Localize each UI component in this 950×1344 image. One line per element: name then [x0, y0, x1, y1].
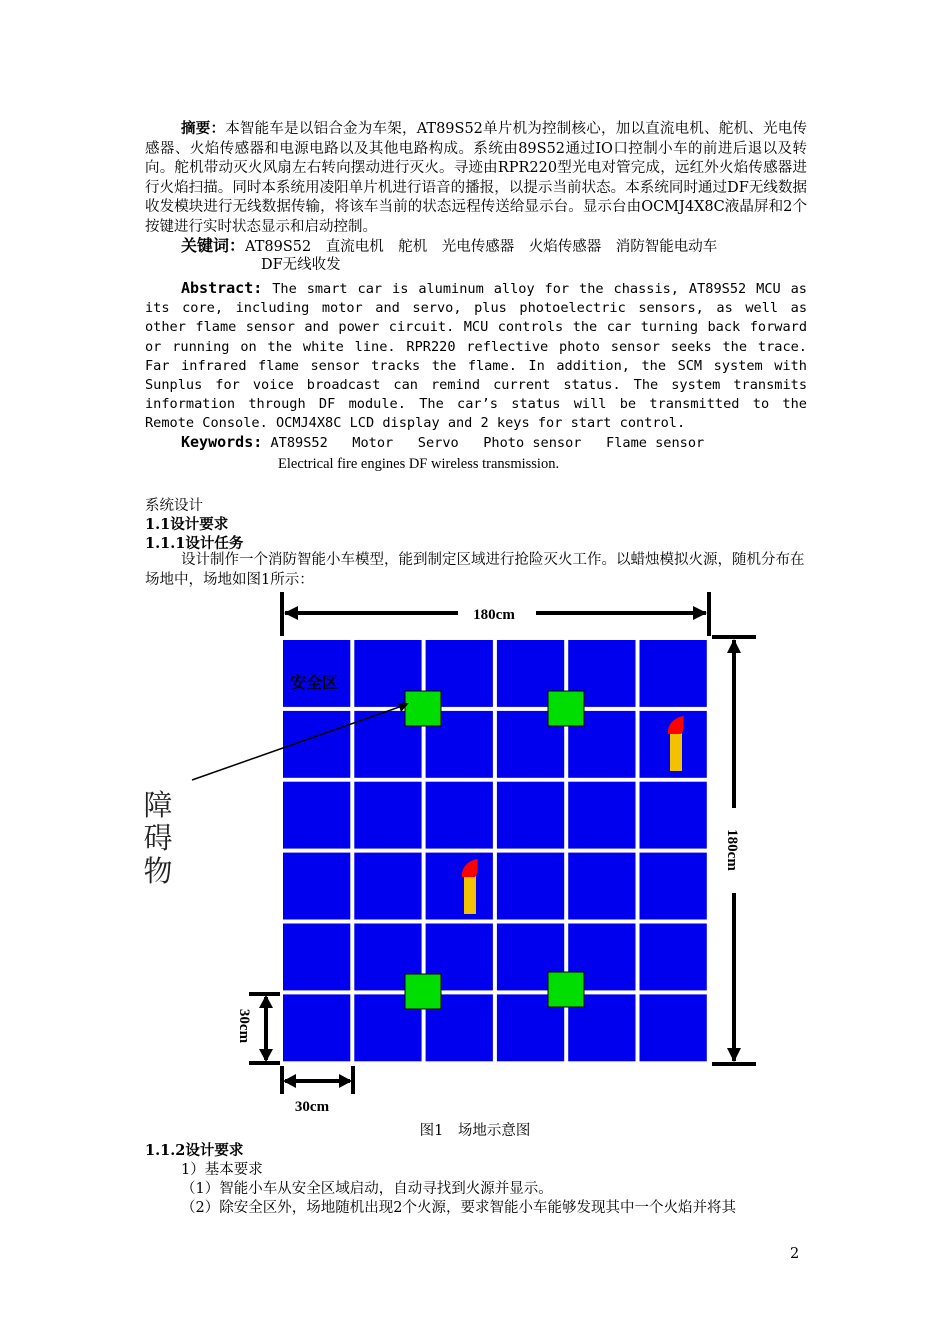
bottom-dimension-label: 30cm: [294, 1099, 330, 1115]
keywords-cn-line2: DF无线收发: [261, 257, 341, 273]
arrowhead-icon: [339, 1074, 352, 1088]
obstacle-label-char: 碍: [143, 821, 173, 855]
grid-cell: [283, 924, 350, 991]
section-title: 系统设计: [145, 498, 203, 514]
abstract-cn-label: 摘要：: [181, 120, 226, 137]
top-dimension-label: 180cm: [473, 607, 515, 623]
grid-cell: [640, 782, 707, 849]
abstract-en-label: Abstract:: [181, 279, 263, 297]
grid-cell: [497, 782, 564, 849]
left-dimension-label: 30cm: [236, 1008, 252, 1044]
abstract-cn-text: 本智能车是以铝合金为车架，AT89S52单片机为控制核心，加以直流电机、舵机、光电传感器、火焰传感器和电源电路以及其他电路构成。系统由89S52通过IO口控制小车的前进后退以及转向。舵机带动灭火风扇左右转向摆动进行灭火。寻迹由RPR220型光电对管完成，远红外火焰传感器进行火焰扫描。同时本系统用凌阳单片机进行语音的播报，以提示当前状态。本系统同时通过DF无线数据收发模块进行无线数据传输，将该车当前的状态远程传送给显示台。显示台由OCMJ4X8C液晶屏和2个按键进行实时状态显示和启动控制。: [145, 121, 808, 235]
arrowhead-icon: [727, 1048, 741, 1062]
grid-cell: [283, 640, 350, 707]
grid-cell: [568, 853, 635, 920]
obstacle-block: [405, 691, 441, 726]
grid-cell: [283, 994, 350, 1061]
figure-caption: 图1 场地示意图: [419, 1123, 531, 1139]
grid-cell: [568, 782, 635, 849]
grid-cell: [640, 640, 707, 707]
keywords-en-line1: AT89S52 Motor Servo Photo sensor Flame sensor: [262, 435, 705, 451]
grid-cell: [640, 924, 707, 991]
right-dimension-label: 180cm: [724, 829, 740, 871]
keywords-cn-label: 关键词：: [181, 236, 246, 255]
grid-cell: [283, 782, 350, 849]
obstacle-label-char: 障: [143, 788, 173, 822]
arrowhead-icon: [284, 606, 298, 620]
obstacle-label: [143, 788, 172, 888]
arrowhead-icon: [693, 606, 707, 620]
requirement-item: （1）智能小车从安全区域启动，自动寻找到火源并显示。: [181, 1181, 553, 1197]
candle-flame-icon: [462, 859, 478, 914]
grid-cell: [426, 782, 493, 849]
obstacle-label-char: 物: [143, 854, 173, 888]
keywords-en-line2: Electrical fire engines DF wireless transmission.: [278, 456, 560, 472]
arrowhead-icon: [259, 995, 273, 1008]
grid-cell: [354, 782, 421, 849]
grid-cell: [426, 853, 493, 920]
keywords-en-label: Keywords:: [181, 433, 263, 451]
grid-cell: [640, 994, 707, 1061]
task-text: 设计制作一个消防智能小车模型，能到制定区域进行抢险灭火工作。以蜡烛模拟火源，随机分布在场地中，场地如图1所示：: [145, 552, 805, 588]
abstract-en-text: The smart car is aluminum alloy for the chassis, AT89S52 MCU as its core, including motor and servo, plus photoelectric sensors, as well as other flame sensor and power circuit. MCU controls the car turning back forward or running on the white line. RPR220 reflective photo sensor seeks the trace. Far infrared flame sensor tracks the flame. In addition, the SCM system with Sunplus for voice broadcast can remind current status. The system transmits information through DF module. The car’s status will be transmitted to the Remote Console. OCMJ4X8C LCD display and 2 keys for start control.: [145, 281, 807, 432]
arrowhead-icon: [259, 1049, 273, 1062]
page-number: 2: [790, 1246, 800, 1262]
obstacle-block: [548, 691, 584, 726]
obstacle-block: [405, 974, 441, 1009]
obstacle-block: [548, 972, 584, 1007]
arrowhead-icon: [727, 639, 741, 653]
basic-requirements: 1）基本要求: [181, 1162, 263, 1178]
requirement-item: （2）除安全区外，场地随机出现2个火源，要求智能小车能够发现其中一个火焰并将其: [181, 1200, 736, 1216]
candle-flame-icon: [668, 716, 684, 771]
heading-1-1: 1.1设计要求: [145, 516, 229, 533]
safe-zone-label: 安全区: [290, 675, 339, 692]
heading-1-1-1: 1.1.1设计任务: [145, 535, 244, 552]
grid-cell: [640, 853, 707, 920]
arrowhead-icon: [283, 1074, 296, 1088]
keywords-cn-line1: AT89S52 直流电机 舵机 光电传感器 火焰传感器 消防智能电动车: [245, 239, 718, 255]
grid-cell: [354, 853, 421, 920]
grid-cell: [497, 853, 564, 920]
heading-1-1-2: 1.1.2设计要求: [145, 1142, 244, 1159]
grid-cell: [283, 853, 350, 920]
